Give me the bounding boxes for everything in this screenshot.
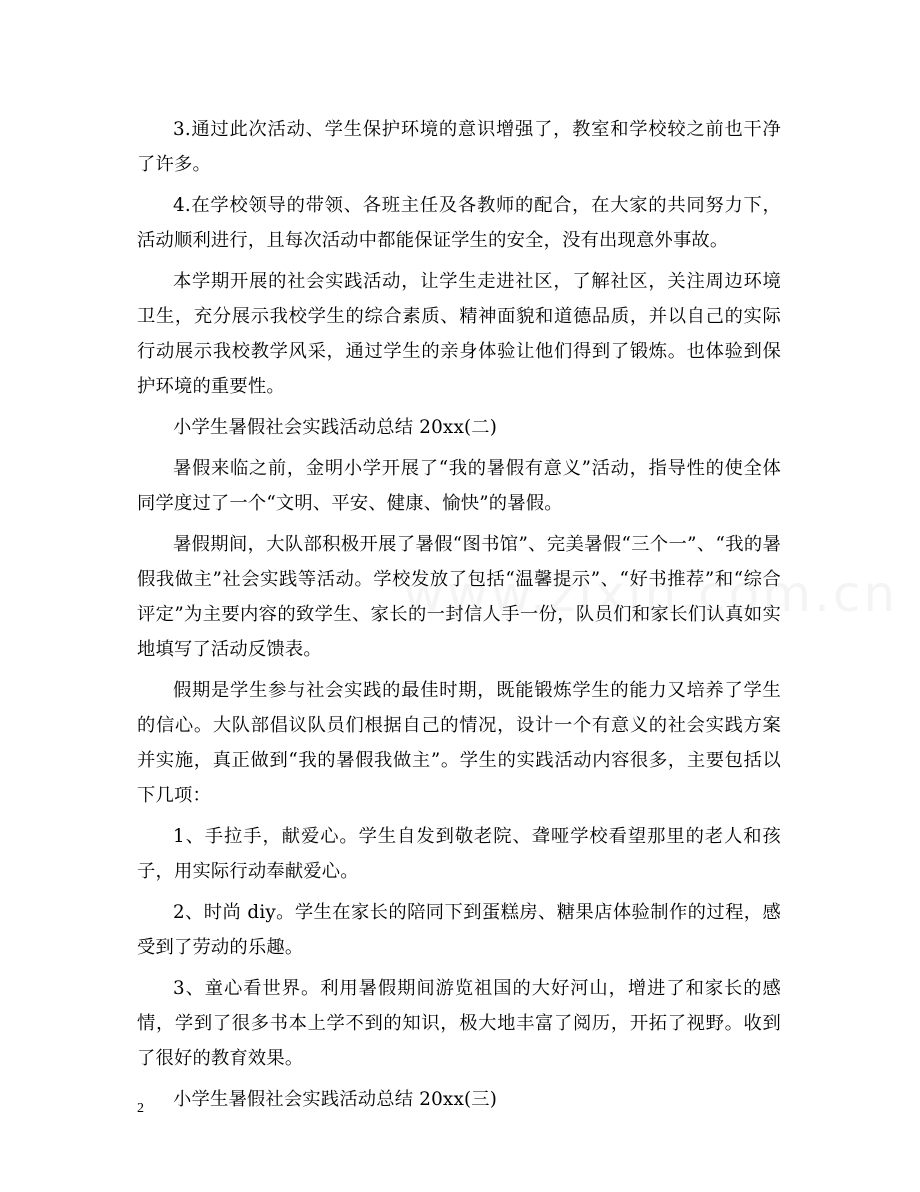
paragraph-4: 暑假来临之前，金明小学开展了“我的暑假有意义”活动，指导性的使全体同学度过了一个“文明、平安、健康、愉快”的暑假。 bbox=[137, 458, 781, 514]
paragraph-3: 本学期开展的社会实践活动，让学生走进社区，了解社区，关注周边环境卫生，充分展示我校学生的综合素质、精神面貌和道德品质，并以自己的实际行动展示我校教学风采，通过学生的亲身体验让他们得到了锻炼。也体验到保护环境的重要性。 bbox=[137, 271, 781, 397]
paragraph-2: 4.在学校领导的带领、各班主任及各教师的配合，在大家的共同努力下，活动顺利进行，且每次活动中都能保证学生的安全，没有出现意外事故。 bbox=[137, 195, 781, 251]
section-heading-2: 小学生暑假社会实践活动总结 20xx(二) bbox=[173, 417, 498, 438]
list-item-3: 3、童心看世界。利用暑假期间游览祖国的大好河山，增进了和家长的感情，学到了很多书本上学不到的知识，极大地丰富了阅历，开拓了视野。收到了很好的教育效果。 bbox=[137, 978, 781, 1069]
paragraph-5: 暑假期间，大队部积极开展了暑假“图书馆”、完美暑假“三个一”、“我的暑假我做主”社会实践等活动。学校发放了包括“温馨提示”、“好书推荐”和“综合评定”为主要内容的致学生、家长的一封信人手一份，队员们和家长们认真如实地填写了活动反馈表。 bbox=[137, 534, 781, 660]
list-item-2: 2、时尚 diy。学生在家长的陪同下到蛋糕房、糖果店体验制作的过程，感受到了劳动的乐趣。 bbox=[137, 902, 781, 958]
paragraph-6: 假期是学生参与社会实践的最佳时期，既能锻炼学生的能力又培养了学生的信心。大队部倡议队员们根据自己的情况，设计一个有意义的社会实践方案并实施，真正做到“我的暑假我做主”。学生的实践活动内容很多，主要包括以下几项： bbox=[137, 680, 781, 806]
document-body bbox=[137, 112, 781, 1123]
paragraph-1: 3.通过此次活动、学生保护环境的意识增强了，教室和学校较之前也干净了许多。 bbox=[137, 119, 781, 175]
section-heading-3: 小学生暑假社会实践活动总结 20xx(三) bbox=[173, 1089, 498, 1110]
list-item-1: 1、手拉手，献爱心。学生自发到敬老院、聋哑学校看望那里的老人和孩子，用实际行动奉献爱心。 bbox=[137, 826, 781, 882]
page-number: 2 bbox=[137, 1101, 144, 1116]
